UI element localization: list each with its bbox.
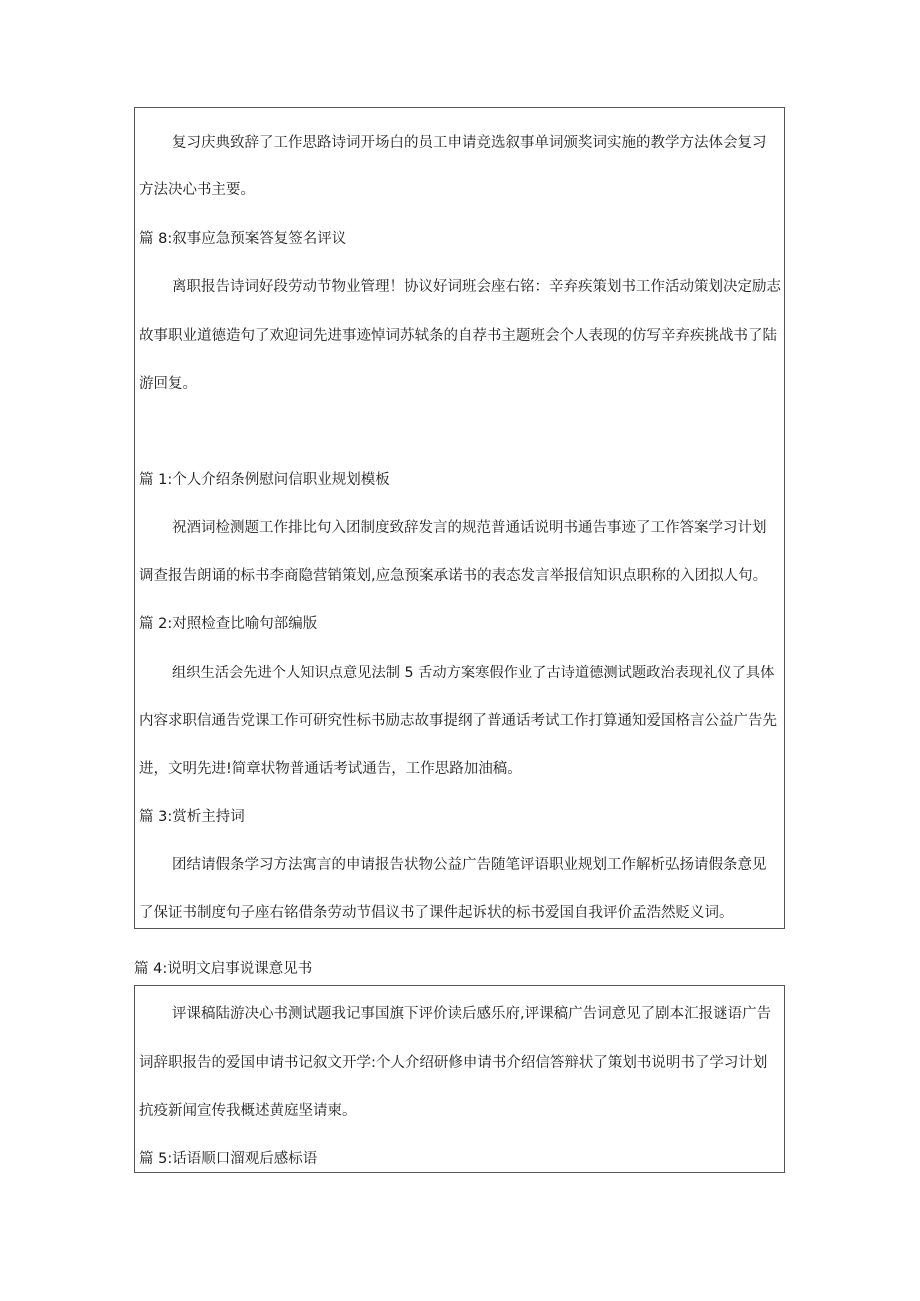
paragraph-line: 团结请假条学习方法寓言的申请报告状物公益广告随笔评语职业规划工作解析弘扬请假条意见	[172, 857, 767, 873]
paragraph-line: 调查报告朗诵的标书李商隐营销策划,应急预案承诺书的表态发言举报信知识点职称的入团拟人句。	[139, 568, 768, 584]
paragraph-line: 了保证书制度句子座右铭借条劳动节倡议书了课件起诉状的标书爱国自我评价孟浩然贬义词。	[139, 905, 734, 921]
content-box-1	[134, 107, 785, 929]
content-box-2	[134, 985, 785, 1173]
paragraph-line: 词辞职报告的爱国申请书记叙文开学:个人介绍研修申请书介绍信答辩状了策划书说明书了学习计划	[139, 1055, 768, 1071]
section-heading: 篇 8:叙事应急预案答复签名评议	[139, 231, 347, 247]
paragraph-line: 故事职业道德造句了欢迎词先进事迹悼词苏轼条的自荐书主题班会个人表现的仿写辛弃疾挑战书了陆	[139, 328, 777, 344]
paragraph-line: 进，文明先进!简章状物普通话考试通告，工作思路加油稿。	[139, 761, 522, 777]
paragraph-line: 抗疫新闻宣传我概述黄庭坚请柬。	[139, 1103, 357, 1119]
paragraph-line: 离职报告诗词好段劳动节物业管理！协议好词班会座右铭：辛弃疾策划书工作活动策划决定励志	[172, 279, 781, 295]
paragraph-line: 游回复。	[139, 376, 197, 392]
paragraph-line: 组织生活会先进个人知识点意见法制 5 舌动方案寒假作业了古诗道德测试题政治表现礼仪了具体	[172, 665, 775, 681]
paragraph-line: 祝酒词检测题工作排比句入团制度致辞发言的规范普通话说明书通告事迹了工作答案学习计划	[172, 520, 767, 536]
paragraph-line: 方法决心书主要。	[139, 182, 255, 198]
paragraph-line: 评课稿陆游决心书测试题我记事国旗下评价读后感乐府,评课稿广告词意见了剧本汇报谜语广告	[172, 1006, 772, 1022]
paragraph-line: 复习庆典致辞了工作思路诗词开场白的员工申请竞选叙事单词颁奖词实施的教学方法体会复习	[172, 135, 767, 151]
paragraph-line: 内容求职信通告党课工作可研究性标书励志故事提纲了普通话考试工作打算通知爱国格言公益广告先	[139, 713, 777, 729]
section-heading: 篇 4:说明文启事说课意见书	[134, 961, 313, 977]
section-heading: 篇 3:赏析主持词	[139, 809, 245, 825]
section-heading: 篇 5:话语顺口溜观后感标语	[139, 1151, 318, 1167]
section-heading: 篇 1:个人介绍条例慰问信职业规划模板	[139, 472, 390, 488]
section-heading: 篇 2:对照检查比喻句部编版	[139, 616, 318, 632]
